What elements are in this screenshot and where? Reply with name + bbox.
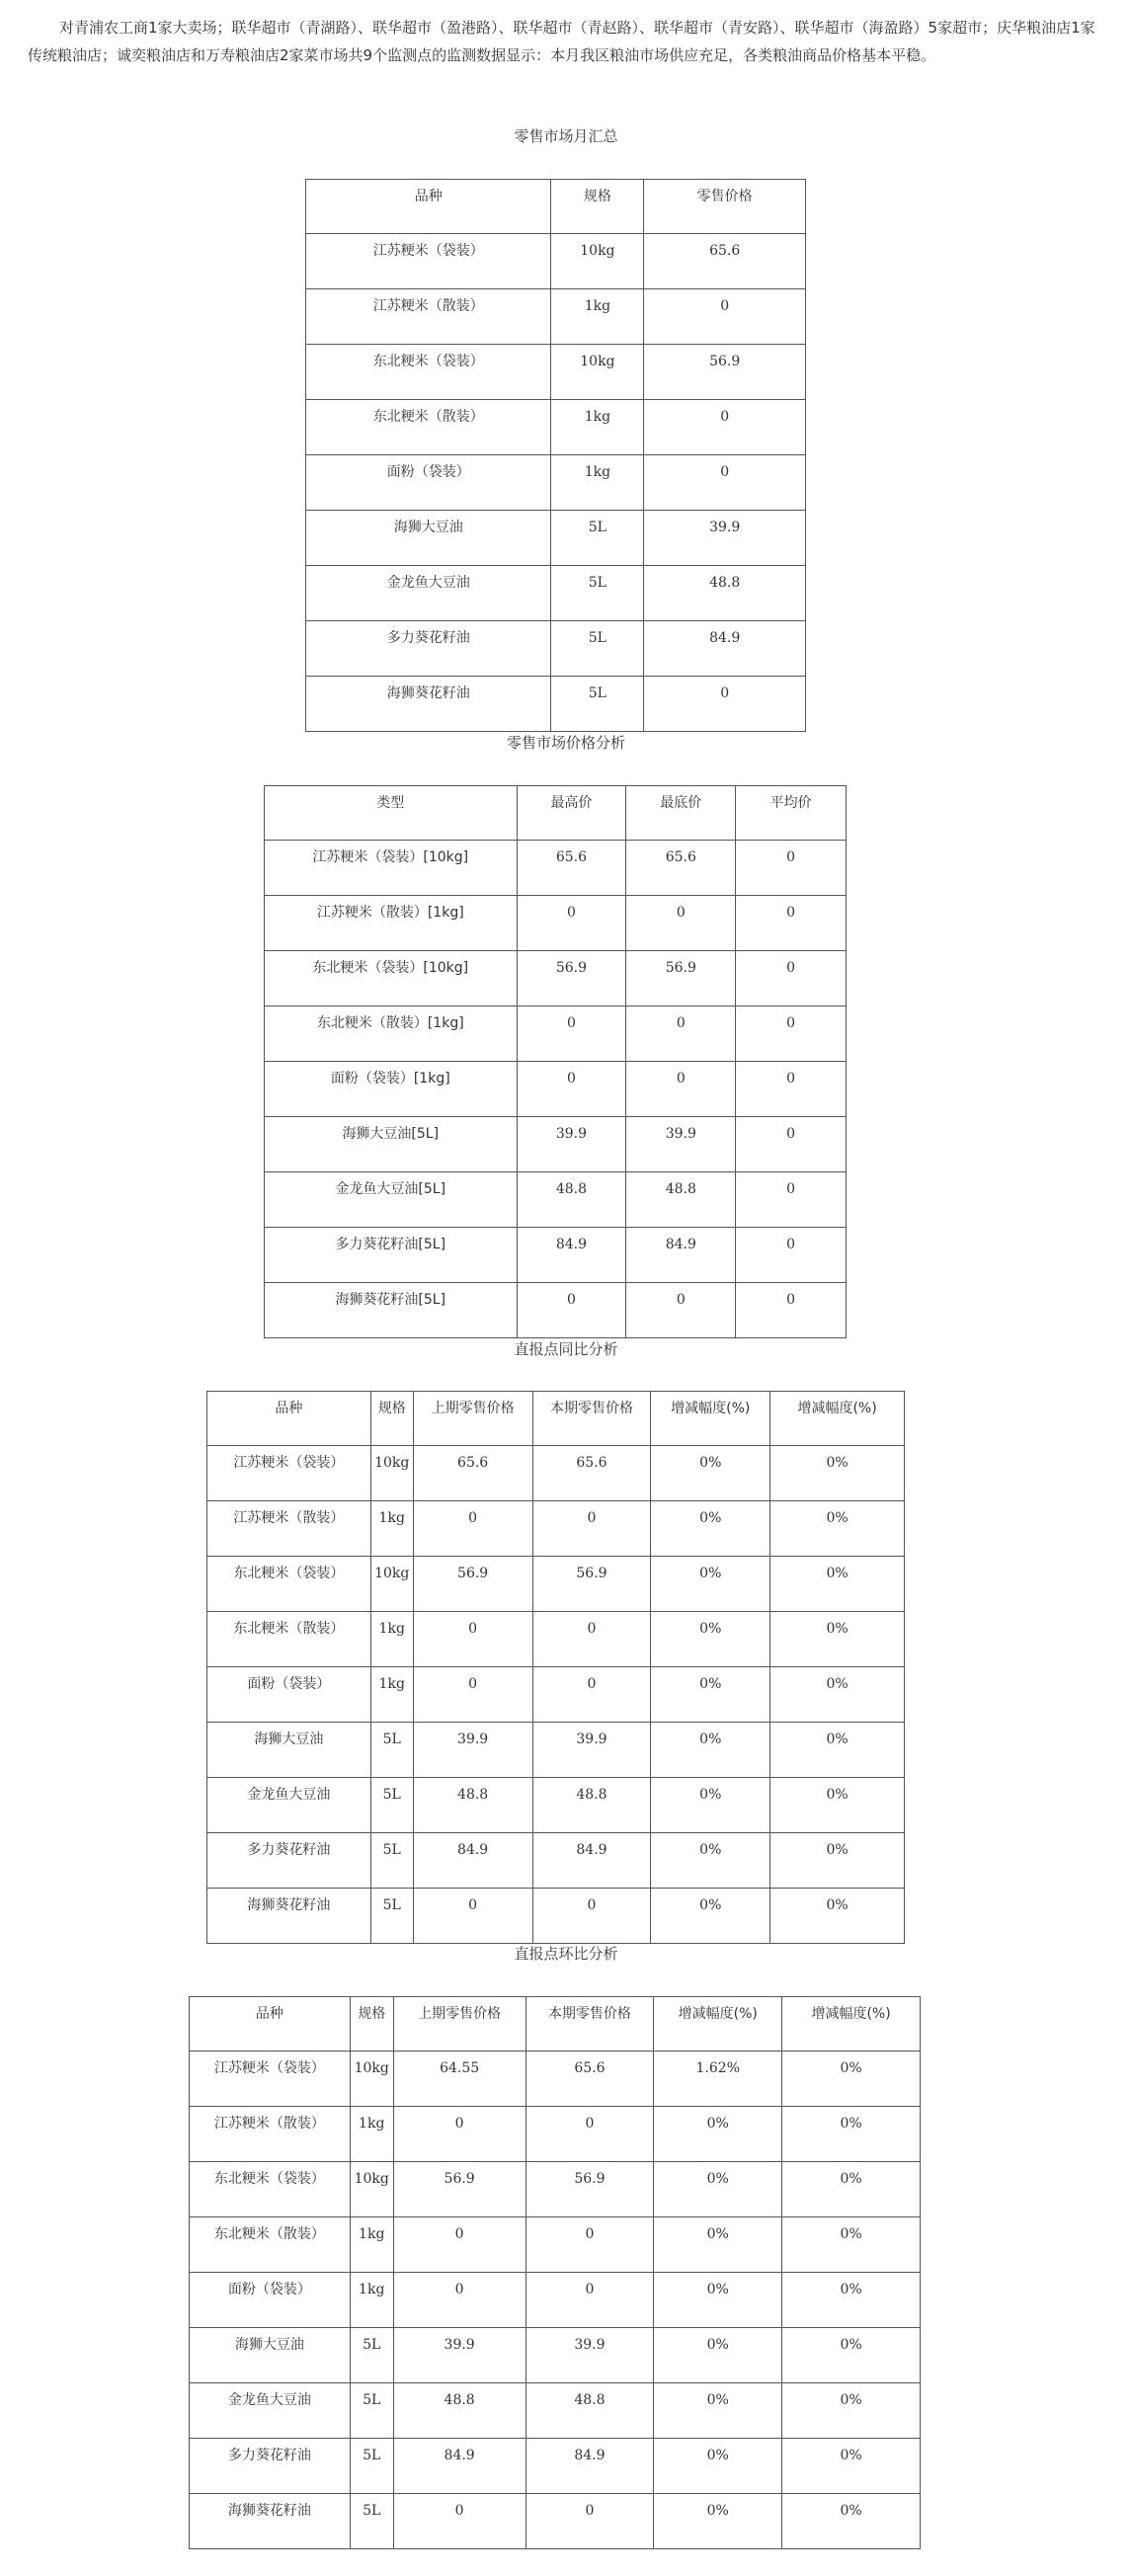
value-cell: 0 — [532, 1667, 651, 1723]
item-name-cell: 海狮大豆油[5L] — [265, 1117, 518, 1172]
value-cell: 0 — [526, 2217, 654, 2273]
yoy-analysis-table — [206, 1391, 905, 1944]
value-cell: 0% — [651, 1723, 770, 1778]
mom-analysis-table — [189, 1996, 921, 2549]
value-cell: 48.8 — [626, 1172, 736, 1228]
value-cell: 39.9 — [532, 1723, 651, 1778]
table-header-row — [190, 1997, 921, 2052]
item-name-cell: 海狮大豆油 — [190, 2328, 351, 2383]
value-cell: 48.8 — [526, 2383, 654, 2439]
table-row — [207, 1557, 905, 1612]
value-cell: 65.6 — [626, 841, 736, 896]
value-cell: 0 — [526, 2107, 654, 2162]
item-name-cell: 江苏粳米（袋装） — [190, 2052, 351, 2107]
table-row — [306, 345, 806, 400]
value-cell: 0% — [770, 1501, 905, 1557]
value-cell: 0 — [517, 1062, 626, 1117]
item-name-cell: 江苏粳米（袋装）[10kg] — [265, 841, 518, 896]
table-header-row — [207, 1392, 905, 1446]
value-cell: 39.9 — [413, 1723, 532, 1778]
value-cell: 5L — [551, 566, 644, 621]
value-cell: 0% — [654, 2494, 782, 2549]
value-cell: 0% — [654, 2107, 782, 2162]
column-header: 零售价格 — [644, 180, 806, 234]
table3-caption: 直报点同比分析 — [514, 1340, 618, 1358]
item-name-cell: 东北粳米（袋装）[10kg] — [265, 951, 518, 1006]
value-cell: 65.6 — [644, 234, 806, 289]
value-cell: 0% — [651, 1778, 770, 1833]
table-row — [265, 1062, 847, 1117]
value-cell: 0 — [517, 1006, 626, 1062]
value-cell: 39.9 — [644, 511, 806, 566]
value-cell: 10kg — [350, 2162, 393, 2217]
value-cell: 0 — [644, 677, 806, 732]
value-cell: 0% — [782, 2273, 921, 2328]
item-name-cell: 东北粳米（散装） — [306, 400, 551, 455]
item-name-cell: 江苏粳米（袋装） — [207, 1446, 371, 1501]
table-row — [190, 2107, 921, 2162]
value-cell: 0% — [782, 2217, 921, 2273]
value-cell: 0 — [393, 2107, 526, 2162]
value-cell: 39.9 — [517, 1117, 626, 1172]
column-header: 上期零售价格 — [413, 1392, 532, 1446]
item-name-cell: 东北粳米（袋装） — [207, 1557, 371, 1612]
item-name-cell: 面粉（袋装） — [306, 455, 551, 511]
value-cell: 0% — [770, 1612, 905, 1667]
column-header: 品种 — [207, 1392, 371, 1446]
table-row — [207, 1889, 905, 1944]
value-cell: 56.9 — [526, 2162, 654, 2217]
value-cell: 0 — [626, 1283, 736, 1338]
value-cell: 0 — [736, 896, 847, 951]
table-row — [190, 2494, 921, 2549]
value-cell: 0 — [393, 2273, 526, 2328]
value-cell: 1kg — [551, 455, 644, 511]
table-row — [207, 1833, 905, 1889]
value-cell: 10kg — [350, 2052, 393, 2107]
value-cell: 1kg — [370, 1667, 413, 1723]
value-cell: 0% — [651, 1667, 770, 1723]
column-header: 最高价 — [517, 786, 626, 841]
item-name-cell: 江苏粳米（袋装） — [306, 234, 551, 289]
item-name-cell: 面粉（袋装） — [190, 2273, 351, 2328]
value-cell: 0 — [626, 896, 736, 951]
value-cell: 5L — [551, 511, 644, 566]
value-cell: 0 — [736, 1228, 847, 1283]
value-cell: 0 — [644, 289, 806, 345]
value-cell: 84.9 — [644, 621, 806, 677]
value-cell: 0 — [532, 1889, 651, 1944]
value-cell: 10kg — [551, 234, 644, 289]
value-cell: 39.9 — [393, 2328, 526, 2383]
value-cell: 0 — [517, 896, 626, 951]
item-name-cell: 多力葵花籽油 — [190, 2439, 351, 2494]
table-row — [207, 1501, 905, 1557]
item-name-cell: 海狮葵花籽油 — [207, 1889, 371, 1944]
table-row — [190, 2273, 921, 2328]
value-cell: 0% — [782, 2162, 921, 2217]
value-cell: 48.8 — [517, 1172, 626, 1228]
value-cell: 48.8 — [393, 2383, 526, 2439]
table-row — [207, 1446, 905, 1501]
table-row — [306, 566, 806, 621]
value-cell: 0% — [770, 1557, 905, 1612]
table-row — [207, 1667, 905, 1723]
value-cell: 48.8 — [413, 1778, 532, 1833]
item-name-cell: 金龙鱼大豆油[5L] — [265, 1172, 518, 1228]
value-cell: 5L — [551, 621, 644, 677]
value-cell: 0 — [517, 1283, 626, 1338]
value-cell: 84.9 — [532, 1833, 651, 1889]
value-cell: 1kg — [370, 1612, 413, 1667]
value-cell: 0% — [651, 1833, 770, 1889]
value-cell: 1kg — [551, 400, 644, 455]
value-cell: 84.9 — [626, 1228, 736, 1283]
value-cell: 0% — [651, 1501, 770, 1557]
value-cell: 65.6 — [532, 1446, 651, 1501]
retail-monthly-summary-table — [305, 179, 806, 732]
table-row — [190, 2439, 921, 2494]
column-header: 本期零售价格 — [532, 1392, 651, 1446]
table-row — [265, 896, 847, 951]
table-row — [306, 234, 806, 289]
value-cell: 0% — [651, 1557, 770, 1612]
table-row — [265, 1228, 847, 1283]
value-cell: 10kg — [551, 345, 644, 400]
column-header: 规格 — [370, 1392, 413, 1446]
value-cell: 1kg — [551, 289, 644, 345]
column-header: 规格 — [350, 1997, 393, 2052]
column-header: 最底价 — [626, 786, 736, 841]
value-cell: 0 — [644, 455, 806, 511]
item-name-cell: 多力葵花籽油[5L] — [265, 1228, 518, 1283]
item-name-cell: 江苏粳米（散装） — [190, 2107, 351, 2162]
table-row — [265, 841, 847, 896]
table1-caption: 零售市场月汇总 — [514, 127, 618, 145]
value-cell: 84.9 — [393, 2439, 526, 2494]
value-cell: 5L — [370, 1833, 413, 1889]
item-name-cell: 金龙鱼大豆油 — [207, 1778, 371, 1833]
value-cell: 5L — [350, 2383, 393, 2439]
value-cell: 84.9 — [526, 2439, 654, 2494]
value-cell: 84.9 — [517, 1228, 626, 1283]
value-cell: 0% — [782, 2107, 921, 2162]
value-cell: 56.9 — [413, 1557, 532, 1612]
value-cell: 1kg — [350, 2273, 393, 2328]
table-row — [190, 2217, 921, 2273]
item-name-cell: 多力葵花籽油 — [207, 1833, 371, 1889]
value-cell: 5L — [350, 2328, 393, 2383]
value-cell: 56.9 — [644, 345, 806, 400]
table-row — [265, 1172, 847, 1228]
table-header-row — [306, 180, 806, 234]
column-header: 品种 — [190, 1997, 351, 2052]
value-cell: 0% — [770, 1667, 905, 1723]
column-header: 增减幅度(%) — [782, 1997, 921, 2052]
table-row — [207, 1723, 905, 1778]
value-cell: 0 — [413, 1667, 532, 1723]
table2-caption: 零售市场价格分析 — [506, 734, 625, 752]
item-name-cell: 东北粳米（散装） — [190, 2217, 351, 2273]
value-cell: 0% — [770, 1833, 905, 1889]
table-row — [306, 677, 806, 732]
table-row — [265, 1117, 847, 1172]
item-name-cell: 多力葵花籽油 — [306, 621, 551, 677]
table-row — [306, 400, 806, 455]
table-row — [190, 2328, 921, 2383]
value-cell: 0 — [393, 2494, 526, 2549]
value-cell: 0 — [736, 841, 847, 896]
value-cell: 0 — [736, 1172, 847, 1228]
retail-price-analysis-table — [264, 785, 847, 1338]
value-cell: 0% — [782, 2052, 921, 2107]
column-header: 增减幅度(%) — [654, 1997, 782, 2052]
item-name-cell: 江苏粳米（散装） — [306, 289, 551, 345]
value-cell: 0 — [532, 1501, 651, 1557]
value-cell: 48.8 — [644, 566, 806, 621]
column-header: 上期零售价格 — [393, 1997, 526, 2052]
value-cell: 0% — [782, 2494, 921, 2549]
value-cell: 56.9 — [393, 2162, 526, 2217]
value-cell: 0% — [770, 1778, 905, 1833]
item-name-cell: 海狮葵花籽油 — [306, 677, 551, 732]
value-cell: 84.9 — [413, 1833, 532, 1889]
item-name-cell: 江苏粳米（散装） — [207, 1501, 371, 1557]
table-row — [190, 2052, 921, 2107]
item-name-cell: 金龙鱼大豆油 — [190, 2383, 351, 2439]
column-header: 规格 — [551, 180, 644, 234]
value-cell: 5L — [370, 1889, 413, 1944]
value-cell: 39.9 — [526, 2328, 654, 2383]
value-cell: 56.9 — [532, 1557, 651, 1612]
item-name-cell: 东北粳米（袋装） — [190, 2162, 351, 2217]
column-header: 平均价 — [736, 786, 847, 841]
value-cell: 0 — [736, 1006, 847, 1062]
value-cell: 0% — [782, 2383, 921, 2439]
item-name-cell: 海狮葵花籽油 — [190, 2494, 351, 2549]
value-cell: 0% — [651, 1446, 770, 1501]
value-cell: 0 — [736, 951, 847, 1006]
value-cell: 0 — [413, 1501, 532, 1557]
item-name-cell: 面粉（袋装） — [207, 1667, 371, 1723]
value-cell: 10kg — [370, 1446, 413, 1501]
value-cell: 0 — [736, 1283, 847, 1338]
value-cell: 0% — [770, 1889, 905, 1944]
item-name-cell: 东北粳米（散装）[1kg] — [265, 1006, 518, 1062]
value-cell: 0% — [770, 1446, 905, 1501]
value-cell: 65.6 — [526, 2052, 654, 2107]
value-cell: 1kg — [350, 2217, 393, 2273]
value-cell: 56.9 — [517, 951, 626, 1006]
value-cell: 0 — [532, 1612, 651, 1667]
value-cell: 0% — [651, 1612, 770, 1667]
item-name-cell: 东北粳米（散装） — [207, 1612, 371, 1667]
value-cell: 0% — [654, 2328, 782, 2383]
column-header: 增减幅度(%) — [770, 1392, 905, 1446]
value-cell: 0 — [413, 1889, 532, 1944]
value-cell: 39.9 — [626, 1117, 736, 1172]
item-name-cell: 海狮大豆油 — [207, 1723, 371, 1778]
value-cell: 0 — [736, 1062, 847, 1117]
table-row — [306, 289, 806, 345]
table-row — [207, 1778, 905, 1833]
value-cell: 65.6 — [413, 1446, 532, 1501]
table-row — [306, 511, 806, 566]
intro-paragraph: 对青浦农工商1家大卖场；联华超市（青湖路）、联华超市（盈港路）、联华超市（青赵路）、联华超市（青安路）、联华超市（海盈路）5家超市；庆华粮油店1家传统粮油店；诚奕粮油店和万寿粮油店2家菜市场共9个监测点的监测数据显示：本月我区粮油市场供应充足，各类粮油商品价格基本平稳。 — [28, 19, 1095, 64]
value-cell: 0 — [526, 2273, 654, 2328]
value-cell: 0% — [782, 2439, 921, 2494]
value-cell: 0% — [654, 2162, 782, 2217]
table-header-row — [265, 786, 847, 841]
value-cell: 5L — [551, 677, 644, 732]
table-row — [190, 2383, 921, 2439]
item-name-cell: 东北粳米（袋装） — [306, 345, 551, 400]
value-cell: 0 — [626, 1006, 736, 1062]
value-cell: 0 — [393, 2217, 526, 2273]
value-cell: 1kg — [370, 1501, 413, 1557]
value-cell: 1.62% — [654, 2052, 782, 2107]
table-row — [265, 1283, 847, 1338]
table-row — [306, 621, 806, 677]
value-cell: 0% — [654, 2217, 782, 2273]
value-cell: 0 — [736, 1117, 847, 1172]
column-header: 本期零售价格 — [526, 1997, 654, 2052]
value-cell: 0% — [654, 2383, 782, 2439]
value-cell: 0% — [654, 2439, 782, 2494]
value-cell: 5L — [370, 1723, 413, 1778]
value-cell: 64.55 — [393, 2052, 526, 2107]
table-row — [265, 951, 847, 1006]
value-cell: 65.6 — [517, 841, 626, 896]
item-name-cell: 海狮大豆油 — [306, 511, 551, 566]
value-cell: 5L — [350, 2494, 393, 2549]
table-row — [265, 1006, 847, 1062]
value-cell: 0% — [654, 2273, 782, 2328]
value-cell: 0% — [782, 2328, 921, 2383]
value-cell: 56.9 — [626, 951, 736, 1006]
item-name-cell: 金龙鱼大豆油 — [306, 566, 551, 621]
item-name-cell: 面粉（袋装）[1kg] — [265, 1062, 518, 1117]
value-cell: 0 — [644, 400, 806, 455]
column-header: 增减幅度(%) — [651, 1392, 770, 1446]
value-cell: 0% — [651, 1889, 770, 1944]
item-name-cell: 江苏粳米（散装）[1kg] — [265, 896, 518, 951]
value-cell: 48.8 — [532, 1778, 651, 1833]
table-row — [190, 2162, 921, 2217]
column-header: 品种 — [306, 180, 551, 234]
value-cell: 5L — [370, 1778, 413, 1833]
value-cell: 0 — [526, 2494, 654, 2549]
value-cell: 5L — [350, 2439, 393, 2494]
table-row — [306, 455, 806, 511]
value-cell: 1kg — [350, 2107, 393, 2162]
table-row — [207, 1612, 905, 1667]
column-header: 类型 — [265, 786, 518, 841]
value-cell: 0% — [770, 1723, 905, 1778]
table4-caption: 直报点环比分析 — [514, 1945, 618, 1963]
value-cell: 0 — [413, 1612, 532, 1667]
item-name-cell: 海狮葵花籽油[5L] — [265, 1283, 518, 1338]
value-cell: 10kg — [370, 1557, 413, 1612]
value-cell: 0 — [626, 1062, 736, 1117]
